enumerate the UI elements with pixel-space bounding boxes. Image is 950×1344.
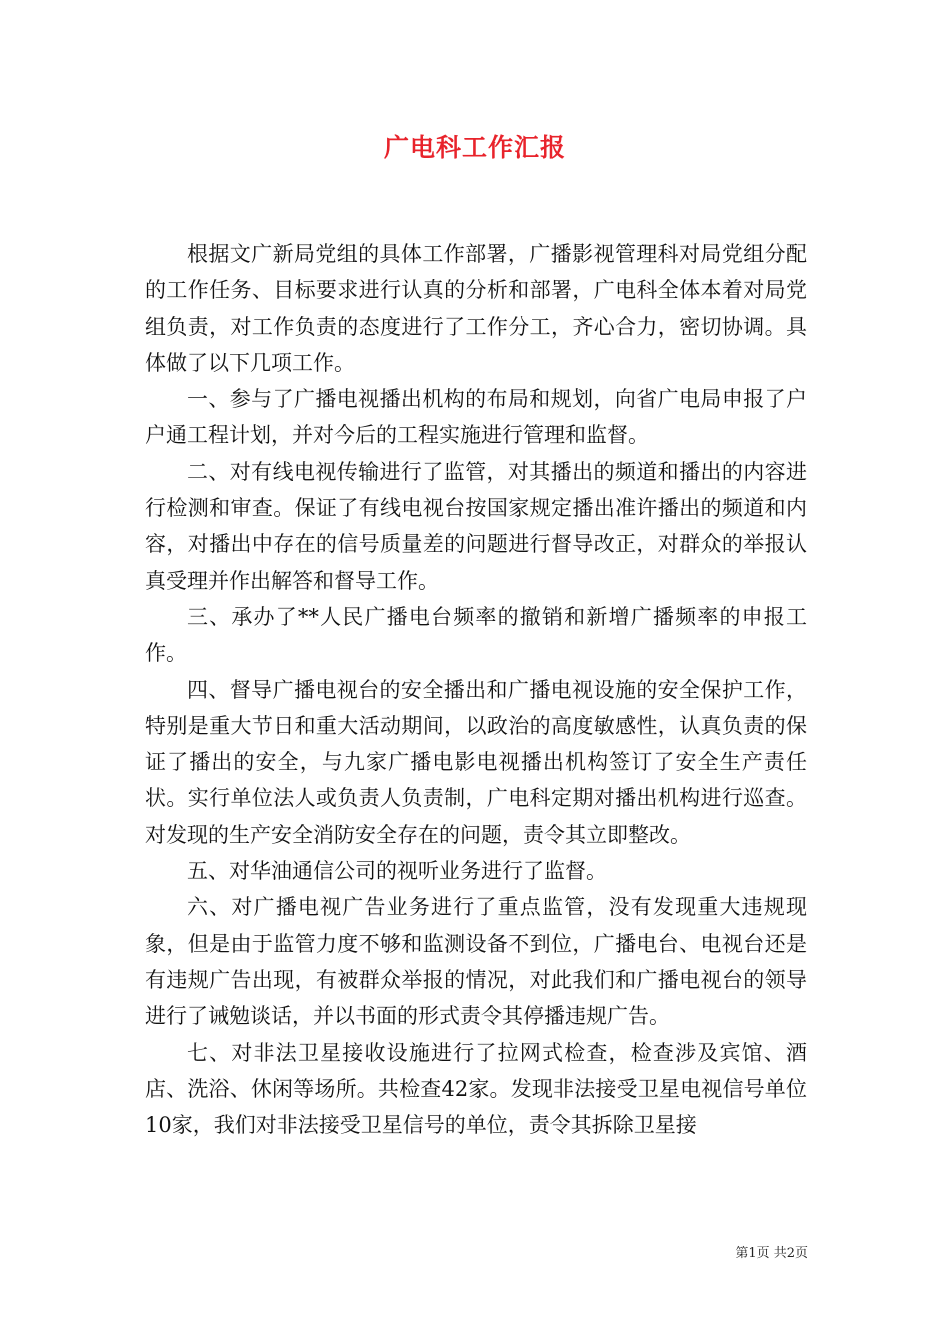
paragraph-intro: 根据文广新局党组的具体工作部署，广播影视管理科对局党组分配的工作任务、目标要求进行认真的分析和部署，广电科全体本着对局党组负责，对工作负责的态度进行了工作分工，齐心合力，密切协调。具体做了以下几项工作。 <box>145 242 807 375</box>
paragraph-item-5: 五、对华油通信公司的视听业务进行了监督。 <box>187 859 607 884</box>
paragraph-item-1: 一、参与了广播电视播出机构的布局和规划，向省广电局申报了户户通工程计划，并对今后的工程实施进行管理和监督。 <box>145 387 807 448</box>
paragraph-item-3: 三、承办了**人民广播电台频率的撤销和新增广播频率的申报工作。 <box>145 604 807 666</box>
paragraph-item-4: 四、督导广播电视台的安全播出和广播电视设施的安全保护工作，特别是重大节日和重大活动期间，以政治的高度敏感性，认真负责的保证了播出的安全，与九家广播电影电视播出机构签订了安全生产责任状。实行单位法人或负责人负责制，广电科定期对播出机构进行巡查。对发现的生产安全消防安全存在的问题，责令其立即整改。 <box>145 677 807 847</box>
document-body <box>145 236 807 1143</box>
document-title: 广电科工作汇报 <box>383 133 566 162</box>
page-number-footer: 第1页 共2页 <box>735 1246 808 1261</box>
paragraph-item-7: 七、对非法卫星接收设施进行了拉网式检查，检查涉及宾馆、酒店、洗浴、休闲等场所。共检查42家。发现非法接受卫星电视信号单位10家，我们对非法接受卫星信号的单位，责令其拆除卫星接 <box>145 1040 807 1138</box>
paragraph-item-2: 二、对有线电视传输进行了监管，对其播出的频道和播出的内容进行检测和审查。保证了有线电视台按国家规定播出准许播出的频道和内容，对播出中存在的信号质量差的问题进行督导改正，对群众的举报认真受理并作出解答和督导工作。 <box>145 459 807 593</box>
paragraph-item-6: 六、对广播电视广告业务进行了重点监管，没有发现重大违规现象，但是由于监管力度不够和监测设备不到位，广播电台、电视台还是有违规广告出现，有被群众举报的情况，对此我们和广播电视台的领导进行了诫勉谈话，并以书面的形式责令其停播违规广告。 <box>145 895 807 1029</box>
